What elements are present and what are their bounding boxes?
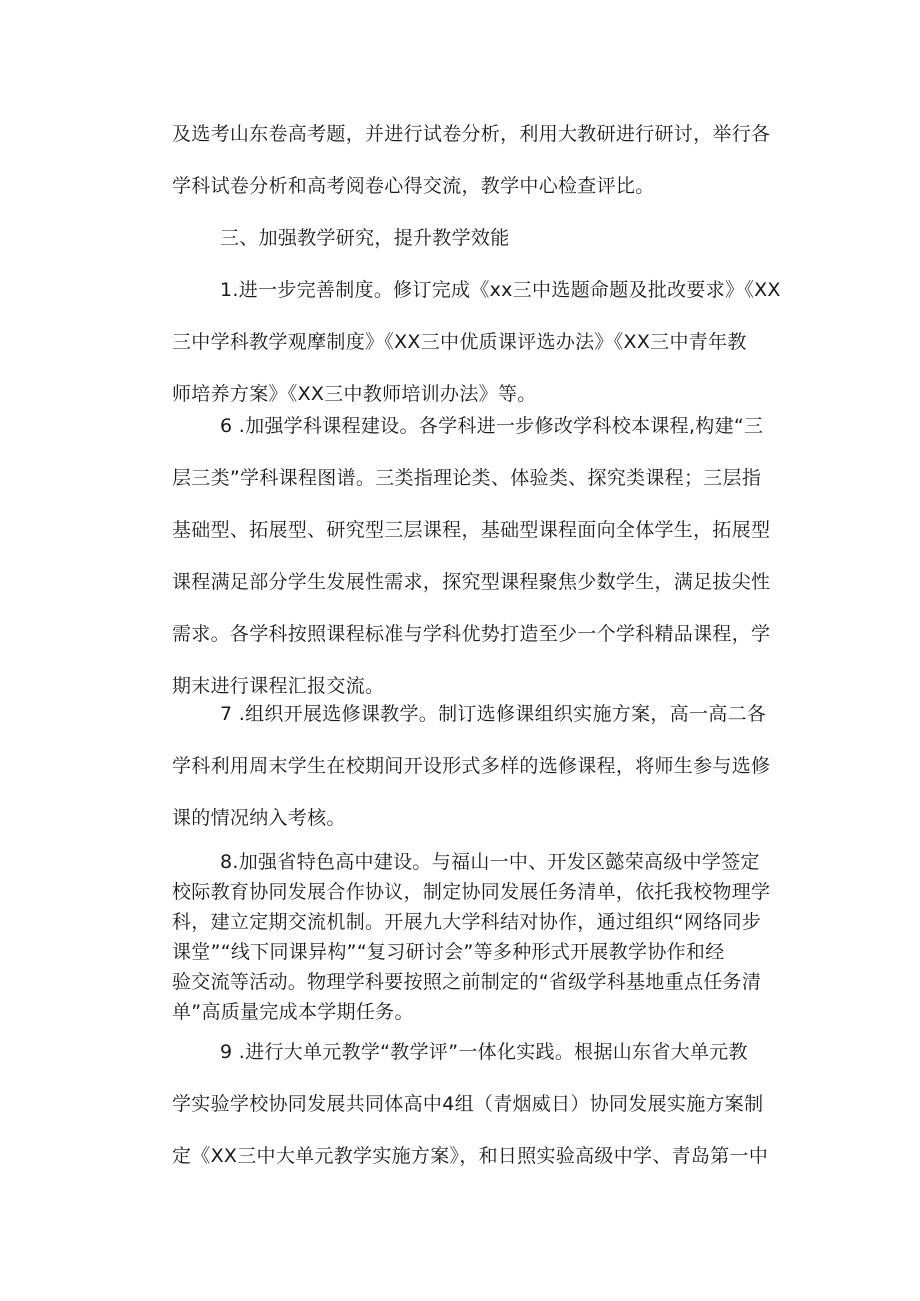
text-line: 师培养方案》《XX三中教师培训办法》等。: [172, 383, 537, 405]
text-line: 课程满足部分学生发展性需求，探究型课程聚焦少数学生，满足拔尖性: [172, 571, 771, 593]
text-line: 三中学科教学观摩制度》《XX三中优质课评选办法》《XX三中青年教: [172, 331, 747, 353]
text-line: 验交流等活动。物理学科要按照之前制定的“省级学科基地重点任务清: [172, 971, 762, 993]
text-line: 学科利用周末学生在校期间开设形式多样的选修课程，将师生参与选修: [172, 755, 771, 777]
text-line: 需求。各学科按照课程标准与学科优势打造至少一个学科精品课程，学: [172, 623, 771, 645]
text-line: 9 .进行大单元教学“教学评”一体化实践。根据山东省大单元教: [220, 1041, 748, 1063]
paragraph-continuation: [172, 108, 771, 212]
section-heading-text: 三、加强教学研究，提升教学效能: [220, 227, 510, 249]
paragraph-item-6: [172, 400, 771, 712]
text-line: 学实验学校协同发展共同体高中4组（青烟威日）协同发展实施方案制: [172, 1093, 764, 1115]
text-line: 期末进行课程汇报交流。: [172, 675, 385, 697]
text-line: 课堂”“线下同课异构”“复习研讨会”等多种形式开展教学协作和经: [172, 941, 725, 963]
text-line: 学科试卷分析和高考阅卷心得交流，教学中心检查评比。: [172, 175, 655, 197]
paragraph-item-8: [172, 847, 771, 1027]
text-line: 基础型、拓展型、研究型三层课程，基础型课程面向全体学生，拓展型: [172, 519, 771, 541]
text-line: 及选考山东卷高考题，并进行试卷分析，利用大教研进行研讨，举行各: [172, 123, 771, 145]
text-line: 单”高质量完成本学期任务。: [172, 1001, 414, 1023]
text-line: 1.进一步完善制度。修订完成《xx三中选题命题及批改要求》《XX: [220, 279, 781, 301]
text-line: 校际教育协同发展合作协议，制定协同发展任务清单，依托我校物理学: [172, 881, 771, 903]
text-line: 8.加强省特色高中建设。与福山一中、开发区懿荣高级中学签定: [220, 851, 760, 873]
paragraph-item-1: [172, 264, 781, 420]
section-heading: [172, 212, 752, 264]
text-line: 科，建立定期交流机制。开展九大学科结对协作，通过组织“网络同步: [172, 911, 762, 933]
paragraph-item-9: [172, 1026, 769, 1182]
text-line: 6 .加强学科课程建设。各学科进一步修改学科校本课程,构建“三: [220, 415, 764, 437]
text-line: 课的情况纳入考核。: [172, 807, 346, 829]
text-line: 定《XX三中大单元教学实施方案》，和日照实验高级中学、青岛第一中: [172, 1145, 769, 1167]
text-line: 7 .组织开展选修课教学。制订选修课组织实施方案，高一高二各: [220, 703, 767, 725]
text-line: 层三类”学科课程图谱。三类指理论类、体验类、探究类课程；三层指: [172, 467, 762, 489]
paragraph-item-7: [172, 688, 771, 844]
